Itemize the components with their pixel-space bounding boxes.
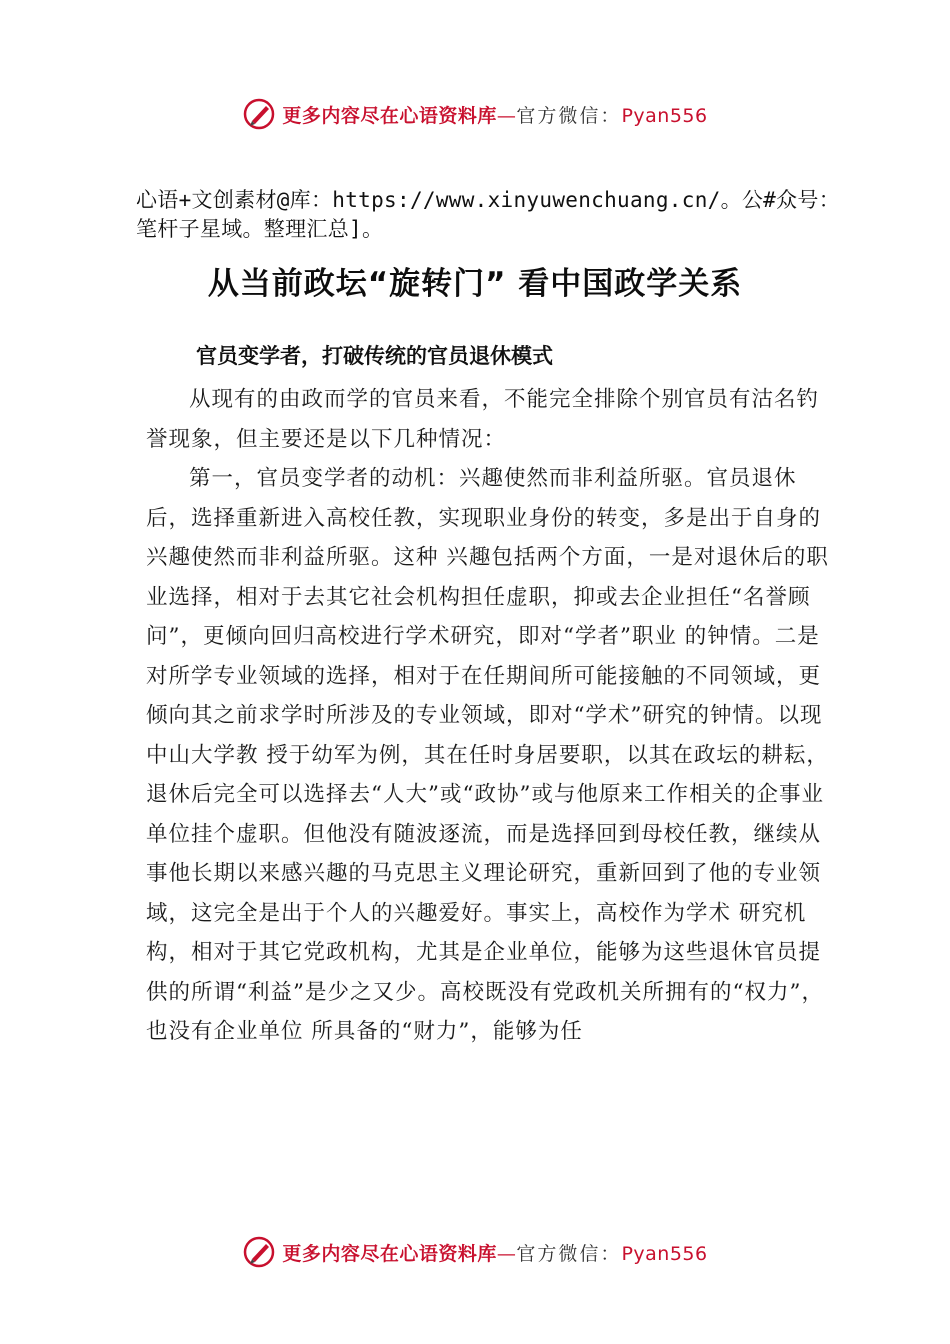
banner-dash: — xyxy=(496,1242,517,1265)
banner-label: 官方微信： xyxy=(516,104,622,127)
header-banner xyxy=(0,94,950,134)
banner-wechat-id: Pyan556 xyxy=(621,104,708,127)
pen-logo-icon xyxy=(242,97,276,131)
document-body xyxy=(146,380,836,1052)
banner-wechat-id: Pyan556 xyxy=(621,1242,708,1265)
paragraph: 第一，官员变学者的动机：兴趣使然而非利益所驱。官员退休后，选择重新进入高校任教，实现职业身份的转变，多是出于自身的兴趣使然而非利益所驱。这种 兴趣包括两个方面，一是对退休后的职业选择，相对于去其它社会机构担任虚职，抑或去企业担任“名誉顾问”，更倾向回归高校进行学术研究，即对“学者”职业 的钟情。二是对所学专业领域的选择，相对于在任期间所可能接触的不同领域，更倾向其之前求学时所涉及的专业领域，即对“学术”研究的钟情。以现中山大学教 授于幼军为例，其在任时身居要职，以其在政坛的耕耘，退休后完全可以选择去“人大”或“政协”或与他原来工作相关的企事业单位挂个虚职。但他没有随波逐流，而是选择回到母校任教，继续从事他长期以来感兴趣的马克思主义理论研究，重新回到了他的专业领域，这完全是出于个人的兴趣爱好。事实上，高校作为学术 研究机构，相对于其它党政机构，尤其是企业单位，能够为这些退休官员提供的所谓“利益”是少之又少。高校既没有党政机关所拥有的“权力”，也没有企业单位 所具备的“财力”，能够为任 xyxy=(146,466,829,1044)
banner-main-text: 更多内容尽在心语资料库 xyxy=(282,104,497,127)
banner-label: 官方微信： xyxy=(516,1242,622,1265)
paragraph: 从现有的由政而学的官员来看，不能完全排除个别官员有沽名钓誉现象，但主要还是以下几种情况： xyxy=(146,387,820,452)
section-heading: 官员变学者，打破传统的官员退休模式 xyxy=(196,344,553,368)
source-note: 心语+文创素材@库：https://www.xinyuwenchuang.cn/。公#众号：笔杆子星域。整理汇总]。 xyxy=(136,188,841,241)
pen-logo-icon xyxy=(242,1235,276,1269)
footer-banner xyxy=(0,1232,950,1272)
document-title: 从当前政坛“旋转门” 看中国政学关系 xyxy=(207,266,743,302)
banner-main-text: 更多内容尽在心语资料库 xyxy=(282,1242,497,1265)
banner-dash: — xyxy=(496,104,517,127)
